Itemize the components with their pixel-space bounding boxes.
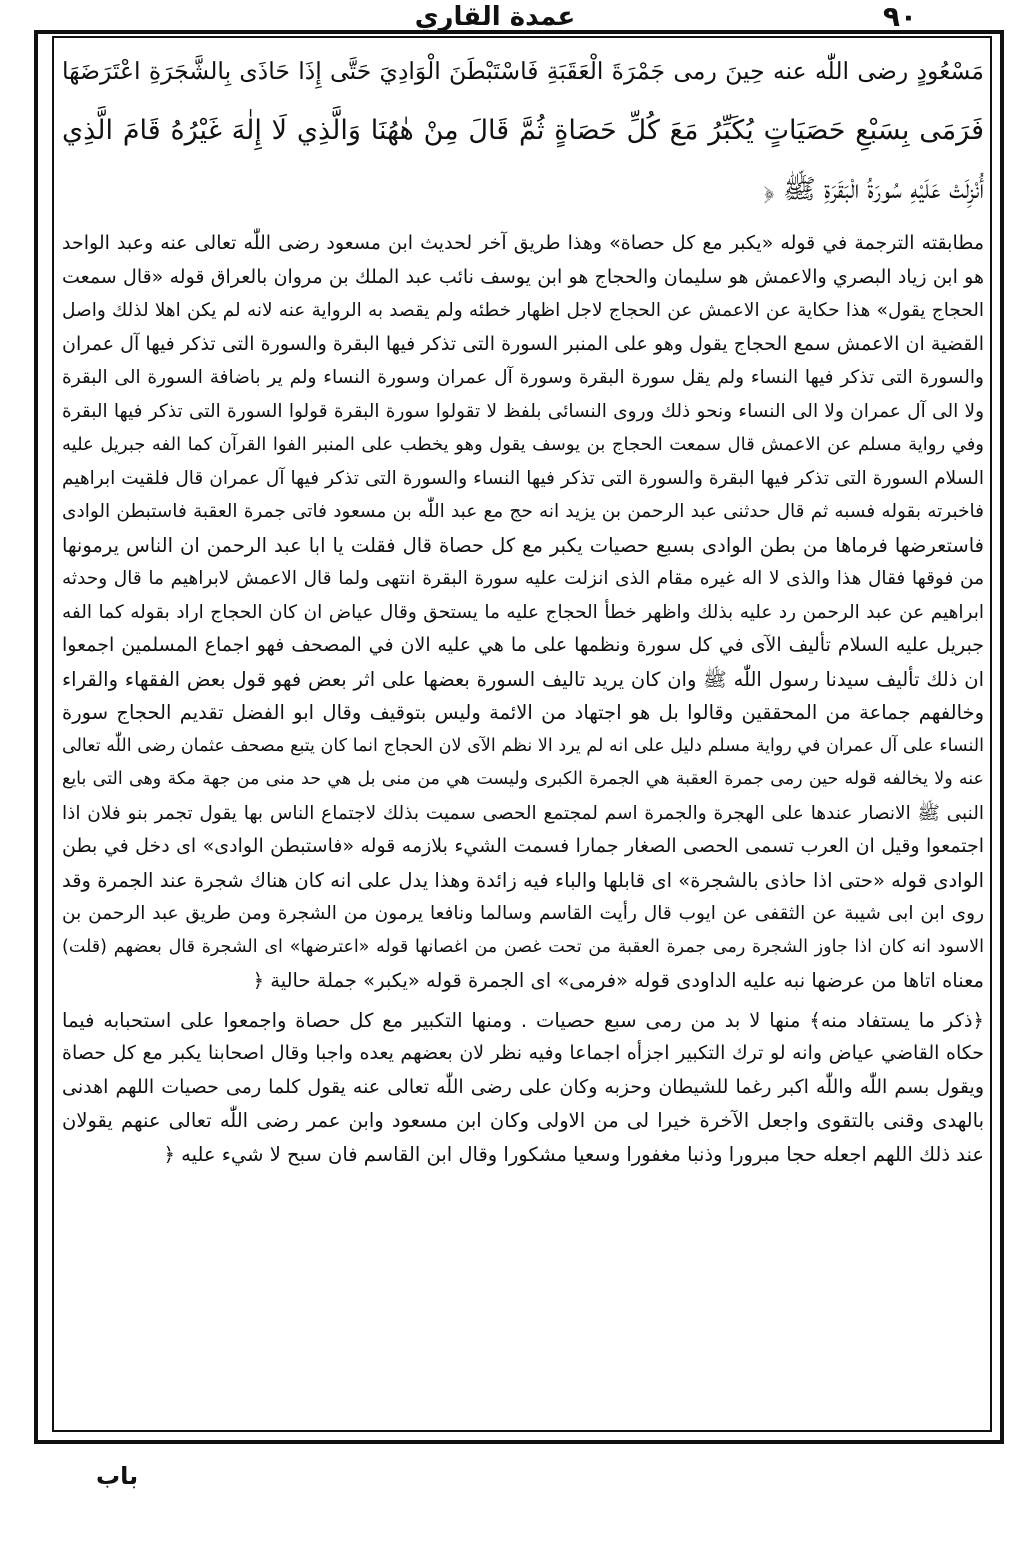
commentary-line: ان ذلك تأليف سيدنا رسول اللّٰه ﷺ وان كان يريد تاليف السورة بعضها على اثر بعض فهو قول بعض الفقهاء والقراء bbox=[62, 667, 984, 691]
commentary-line: حكاه القاضي عياض وانه لو ترك التكبير اجزأه اجماعا وفيه نظر لان بعضهم يعده واجبا وقال اصحابنا يكبر مع كل حصاة bbox=[62, 1042, 984, 1064]
commentary-line: ﴿ذكر ما يستفاد منه﴾ منها لا بد من رمى سبع حصيات . ومنها التكبير مع كل حصاة واجمعوا على استحبابه فيما bbox=[62, 1008, 984, 1032]
commentary-line: النبى ﷺ الانصار عندها على الهجرة والجمرة اسم لمجتمع الحصى سميت بذلك لاجتماع الناس بها يقول تجمر بنو فلان اذا bbox=[62, 802, 984, 824]
commentary-line: هو ابن زياد البصري والاعمش هو سليمان والحجاج هو ابن يوسف نائب عبد الملك بن مروان بالعراق قوله «قال سمعت bbox=[62, 265, 984, 288]
commentary-line: فاخبرته بقوله فسبه ثم قال حدثنى عبد الرحمن بن يزيد انه حج مع عبد اللّٰه بن مسعود فاتى جمرة العقبة فاستبطن الوادى bbox=[62, 501, 984, 522]
commentary-line: والسورة التى تذكر فيها النساء ولم يقل سورة البقرة وسورة آل عمران وسورة النساء ولم ير باضافة السورة الى البقرة bbox=[62, 367, 984, 388]
commentary-line: الوادى قوله «حتى اذا حاذى بالشجرة» اى قابلها والباء فيه زائدة وهذا يدل على انه كان هناك شجرة عند الجمرة وقد bbox=[62, 868, 984, 892]
commentary-line: فاستعرضها فرماها من بطن الوادى بسبع حصيات يكبر مع كل حصاة قال فقلت يا ابا عبد الرحمن ان الناس يرمونها bbox=[62, 533, 984, 557]
commentary-line: روى ابن ابى شيبة عن الثقفى عن ايوب قال رأيت القاسم وسالما ونافعا يرمون من الشجرة ومن طريق عبد الرحمن بن bbox=[62, 903, 984, 924]
commentary-line: اجتمعوا وقيل ان العرب تسمى الحصى الصغار جمارا فسمت الشيء بلازمه قوله «فاستبطن الوادى» اى دخل في بطن bbox=[62, 835, 984, 857]
commentary-line: النساء على آل عمران في رواية مسلم دليل على انه لم يرد الا نظم الآى لان الحجاج انما كان يتبع مصحف عثمان رضى اللّٰه تعالى bbox=[62, 735, 984, 756]
commentary-line: من فوقها فقال هذا والذى لا اله غيره مقام الذى انزلت عليه سورة البقرة انتهى ولما قال الاعمش لابراهيم ما قال وحدثه bbox=[62, 568, 984, 589]
commentary-section-1 bbox=[62, 227, 984, 998]
commentary-line: بالهدى وقنى بالتقوى واجعل الآخرة خيرا لى من الاولى وكان ابن مسعود وابن عمر رضى اللّٰه تعالى عنهم يقولان bbox=[62, 1109, 984, 1132]
page-body bbox=[62, 42, 984, 1422]
page-number: ٩٠ bbox=[882, 0, 917, 33]
commentary-line: ويقول بسم اللّٰه واللّٰه اكبر رغما للشيطان وحزبه وكان على رضى اللّٰه تعالى عنه يقول كلما رمى حصيات اللهم اهدنى bbox=[62, 1075, 984, 1098]
commentary-line: ابراهيم عن عبد الرحمن رد عليه بذلك واظهر خطأ الحجاج عليه ما يستحق وقال عياض ان كان الحجاج اراد بقوله كما الفه bbox=[62, 601, 984, 623]
commentary-line: مطابقته الترجمة في قوله «يكبر مع كل حصاة» وهذا طريق آخر لحديث ابن مسعود رضى اللّٰه تعالى عنه وعبد الواحد bbox=[62, 232, 984, 254]
hadith-line: أُنْزِلَتْ عَلَيْهِ سُورَةُ الْبَقَرَةِ ﷺ ﴿ bbox=[763, 174, 984, 205]
commentary-line: السلام السورة التى تذكر فيها البقرة والسورة التى تذكر فيها النساء والسورة التى تذكر فيها آل عمران قال فلقيت ابراهيم bbox=[62, 467, 984, 489]
hadith-line: فَرَمَى بِسَبْعِ حَصَيَاتٍ يُكَبِّرُ مَعَ كُلِّ حَصَاةٍ ثُمَّ قَالَ مِنْ هٰهُنَا وَالَّذِي لَا إِلٰهَ غَيْرُهُ قَامَ الَّذِي bbox=[62, 115, 984, 146]
commentary-line: وخالفهم جماعة من المحققين وقالوا بل هو اجتهاد من الائمة وليس بتوقيف وقال ابو الفضل تقديم الحجاج سورة bbox=[62, 701, 984, 724]
catchword: باب bbox=[96, 1462, 139, 1490]
running-title: عمدة القاري bbox=[414, 2, 576, 32]
commentary-line: الحجاج يقول» هذا حكاية عن الاعمش عن الحجاج لاجل اظهار خطئه ولم يقصد به الرواية عنه لانه لم يكن اهلا لذلك واصل bbox=[62, 300, 984, 321]
commentary-line: جبريل عليه السلام تأليف الآى في كل سورة ونظمها على ما هي عليه الان في المصحف فهو اجماع المسلمين اجمعوا bbox=[62, 634, 984, 656]
commentary-line: ولا الى آل عمران ولا الى النساء ونحو ذلك وروى النسائى بلفظ لا تقولوا سورة البقرة قولوا السورة التى تذكر فيها البقرة bbox=[62, 400, 984, 422]
commentary-line: معناه اتاها من عرضها نبه عليه الداودى قوله «فرمى» اى الجمرة قوله «يكبر» جملة حالية ﴿ bbox=[252, 969, 984, 992]
hadith-text bbox=[62, 42, 984, 219]
commentary-line: الاسود انه كان اذا جاوز الشجرة رمى جمرة العقبة من تحت غصن من اغصانها قوله «اعترضها» اى الشجرة قال بعضهم (قلت) bbox=[62, 936, 984, 957]
commentary-line: عند ذلك اللهم اجعله حجا مبرورا وذنبا مغفورا وسعيا مشكورا وقال ابن القاسم فان سبح لا شيء عليه ﴿ bbox=[163, 1142, 984, 1166]
commentary-section-2 bbox=[62, 1004, 984, 1172]
hadith-line: مَسْعُودٍ رضى اللّٰه عنه حِينَ رمى جَمْرَةَ الْعَقَبَةِ فَاسْتَبْطَنَ الْوَادِيَ حَتَّى إِذَا حَاذَى بِالشَّجَرَةِ اعْتَرَضَهَا bbox=[62, 57, 984, 85]
commentary-line: وفي رواية مسلم عن الاعمش قال سمعت الحجاج بن يوسف يقول وهو يخطب على المنبر الفوا القرآن كما الفه جبريل عليه bbox=[62, 434, 984, 455]
commentary-line: عنه ولا يخالفه قوله حين رمى جمرة العقبة هي الجمرة الكبرى وليست هي من منى بل هي حد منى من جهة مكة وهى التى بايع bbox=[62, 769, 984, 789]
commentary-line: القضية ان الاعمش سمع الحجاج يقول وهو على المنبر السورة التى تذكر فيها البقرة والسورة التى تذكر فيها آل عمران bbox=[62, 332, 984, 355]
